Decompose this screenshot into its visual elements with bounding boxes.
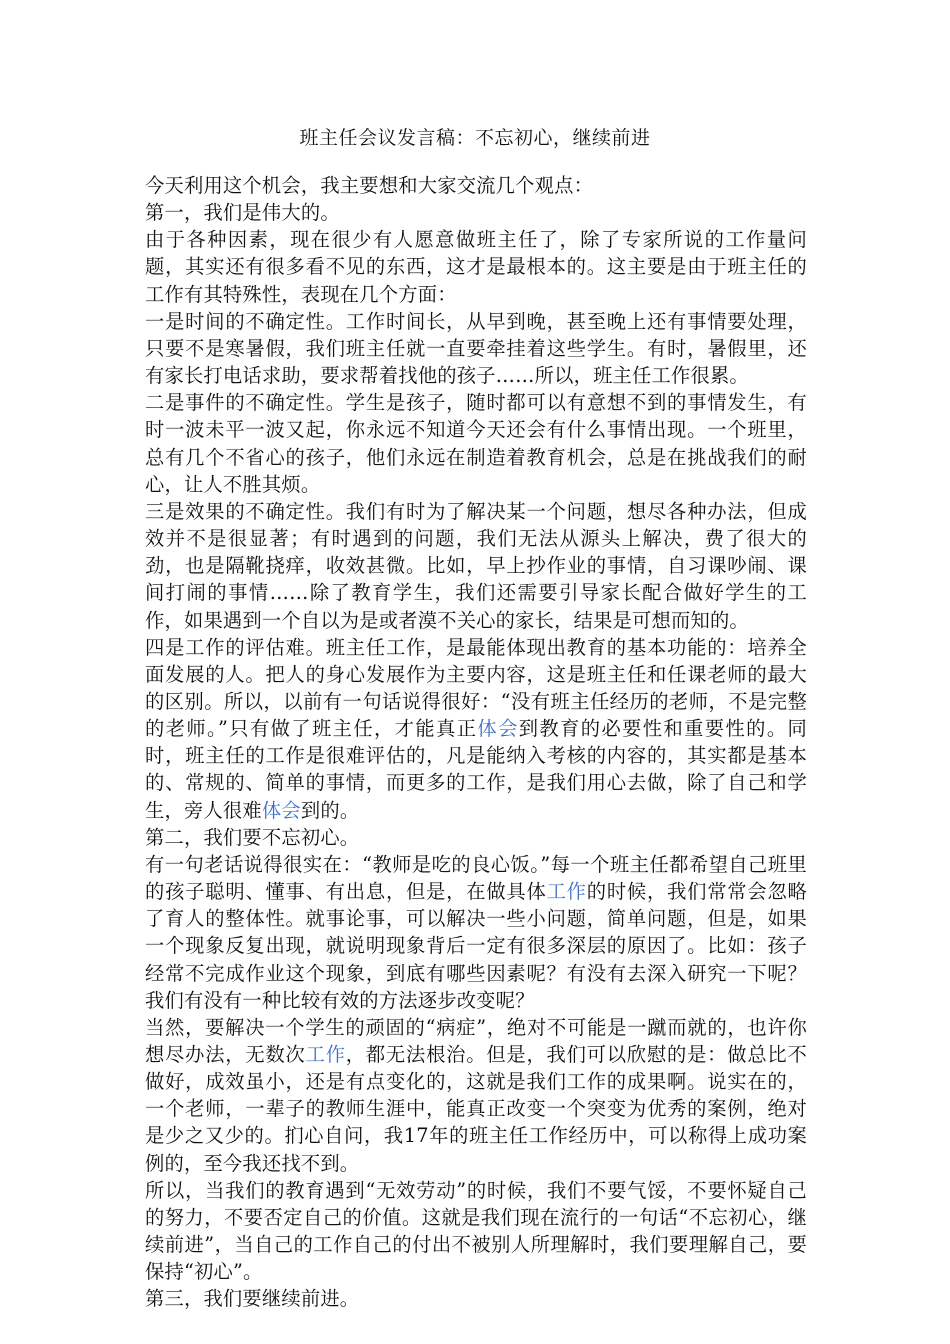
paragraph — [145, 1014, 807, 1177]
link-gongzuo[interactable]: 工作 — [305, 1043, 346, 1066]
text-segment: 到教育的必要性和重要性的。同时，班主任的工作是很难评估的，凡是能纳入考核的内容的，其实都是基本的、常规的、简单的事情，而更多的工作，是我们用心去做，除了自己和学生，旁人很难 — [145, 717, 807, 822]
text-segment: 有一句老话说得很实在：“教师是吃的良心饭。”每一个班主任都希望自己班里的孩子聪明、懂事、有出息，但是，在做具体 — [145, 852, 807, 904]
heading-point-one: 第一，我们是伟大的。 — [145, 201, 340, 225]
paragraph — [145, 634, 807, 824]
paragraph: 三是效果的不确定性。我们有时为了解决某一个问题，想尽各种办法，但成效并不是很显著；有时遇到的问题，我们无法从源头上解决，费了很大的劲，也是隔靴挠痒，收效甚微。比如，早上抄作业的事情，自习课吵闹、课间打闹的事情……除了教育学生，我们还需要引导家长配合做好学生的工作，如果遇到一个自以为是或者漠不关心的家长，结果是可想而知的。 — [145, 499, 807, 632]
text-segment: 的时候，我们常常会忽略了育人的整体性。就事论事，可以解决一些小问题，简单问题，但是，如果一个现象反复出现，就说明现象背后一定有很多深层的原因了。比如：孩子经常不完成作业这个现象，到底有哪些因素呢？有没有去深入研究一下呢？我们有没有一种比较有效的方法逐步改变呢？ — [145, 880, 808, 1012]
paragraph: 由于各种因素，现在很少有人愿意做班主任了，除了专家所说的工作量问题，其实还有很多看不见的东西，这才是最根本的。这主要是由于班主任的工作有其特殊性，表现在几个方面： — [145, 228, 807, 306]
document-body — [145, 172, 807, 1313]
paragraph: 二是事件的不确定性。学生是孩子，随时都可以有意想不到的事情发生，有时一波未平一波又起，你永远不知道今天还会有什么事情出现。一个班里，总有几个不省心的孩子，他们永远在制造着教育机会，总是在挑战我们的耐心，让人不胜其烦。 — [145, 391, 807, 496]
document-title: 班主任会议发言稿：不忘初心，继续前进 — [299, 127, 651, 149]
heading-point-three: 第三，我们要继续前进。 — [145, 1287, 360, 1311]
link-gongzuo[interactable]: 工作 — [546, 880, 587, 904]
heading-point-two: 第二，我们要不忘初心。 — [145, 825, 360, 849]
text-segment: ，都无法根治。但是，我们可以欣慰的是：做总比不做好，成效虽小，还是有点变化的，这就是我们工作的成果啊。说实在的，一个老师，一辈子的教师生涯中，能真正改变一个突变为优秀的案例，绝对是少之又少的。扪心自问，我17年的班主任工作经历中，可以称得上成功案例的，至今我还找不到。 — [145, 1043, 807, 1175]
link-tihui[interactable]: 体会 — [261, 798, 301, 822]
paragraph — [145, 851, 807, 1014]
text-segment: 四是工作的评估难。班主任工作，是最能体现出教育的基本功能的：培养全面发展的人。把人的身心发展作为主要内容，这是班主任和任课老师的最大的区别。所以，以前有一句话说得很好：“没有班主任经历的老师，不是完整的老师。”只有做了班主任，才能真正 — [145, 635, 807, 741]
paragraph: 一是时间的不确定性。工作时间长，从早到晚，甚至晚上还有事情要处理，只要不是寒暑假，我们班主任就一直要牵挂着这些学生。有时，暑假里，还有家长打电话求助，要求帮着找他的孩子……所以，班主任工作很累。 — [145, 309, 807, 388]
text-segment: 到的。 — [300, 798, 360, 822]
link-tihui[interactable]: 体会 — [477, 717, 519, 741]
text-segment: 当然，要解决一个学生的顽固的“病症”，绝对不可能是一蹴而就的，也许你想尽办法，无数次 — [145, 1015, 807, 1066]
paragraph-intro: 今天利用这个机会，我主要想和大家交流几个观点： — [145, 174, 594, 197]
paragraph: 所以，当我们的教育遇到“无效劳动”的时候，我们不要气馁，不要怀疑自己的努力，不要否定自己的价值。这就是我们现在流行的一句话“不忘初心，继续前进”，当自己的工作自己的付出不被别人所理解时，我们要理解自己，要保持“初心”。 — [145, 1178, 807, 1284]
